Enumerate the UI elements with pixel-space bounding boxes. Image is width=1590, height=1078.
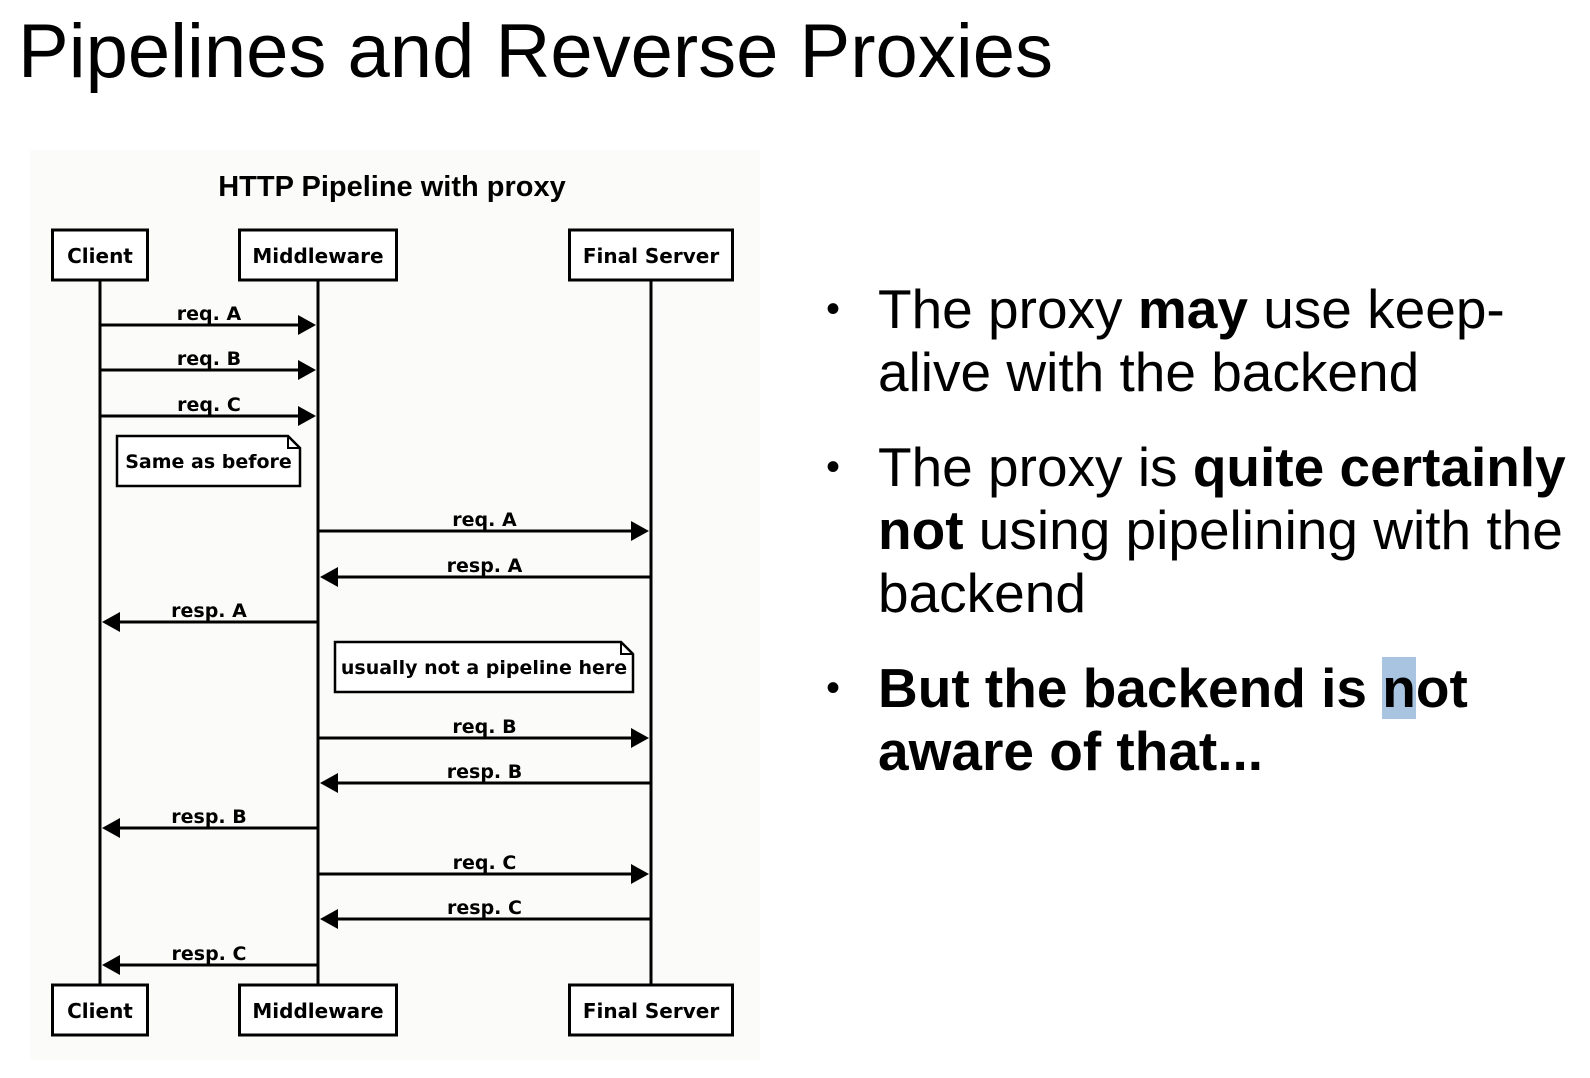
message-label: resp. A — [446, 555, 523, 577]
bullet-text-part: may — [1137, 278, 1248, 340]
arrow-head-icon — [298, 360, 316, 380]
bullet-dot-icon: • — [825, 445, 840, 489]
bullet-item — [818, 436, 1578, 625]
note-text: Same as before — [125, 451, 292, 473]
bullet-dot-icon: • — [825, 666, 840, 710]
arrow-head-icon — [102, 612, 120, 632]
sequence-diagram-svg — [30, 150, 760, 1060]
arrow-head-icon — [631, 521, 649, 541]
bullet-text-part: The proxy is — [878, 436, 1193, 498]
message-label: resp. C — [171, 943, 247, 965]
bullet-text-part: ot aware of that... — [878, 657, 1468, 782]
note-text: usually not a pipeline here — [340, 657, 628, 679]
participant-label-client-bottom: Client — [67, 999, 133, 1023]
message-label: req. C — [452, 852, 517, 874]
arrow-head-icon — [631, 864, 649, 884]
message-label: resp. A — [171, 600, 247, 622]
participant-label-server-bottom: Final Server — [582, 999, 720, 1023]
arrow-head-icon — [320, 567, 338, 587]
bullet-text-part: using pipelining with the backend — [878, 499, 1563, 624]
bullet-text-part: The proxy — [878, 278, 1138, 340]
bullet-list — [818, 278, 1578, 815]
slide-title: Pipelines and Reverse Proxies — [18, 9, 1053, 94]
message-label: req. A — [176, 303, 242, 325]
participant-label-middleware-top: Middleware — [252, 244, 384, 268]
arrow-head-icon — [298, 406, 316, 426]
arrow-head-icon — [320, 909, 338, 929]
participant-label-client-top: Client — [67, 244, 133, 268]
bullet-text-part: But the backend is — [878, 657, 1383, 719]
bullet-dot-icon: • — [825, 287, 840, 331]
bullet-item — [818, 278, 1578, 404]
bullet-text-part: use keep-alive with the backend — [878, 278, 1505, 403]
sequence-diagram — [30, 150, 760, 1060]
arrow-head-icon — [102, 818, 120, 838]
arrow-head-icon — [298, 315, 316, 335]
message-label: resp. B — [446, 761, 523, 783]
arrow-head-icon — [631, 728, 649, 748]
diagram-title: HTTP Pipeline with proxy — [218, 171, 566, 203]
message-label: resp. B — [171, 806, 247, 828]
bullet-text-part: n — [1382, 657, 1416, 719]
bullet-text-part: quite certainly not — [878, 436, 1566, 561]
arrow-head-icon — [102, 955, 120, 975]
arrow-head-icon — [320, 773, 338, 793]
message-label: req. B — [452, 716, 517, 738]
message-label: req. B — [176, 348, 242, 370]
message-label: resp. C — [447, 897, 522, 919]
participant-label-middleware-bottom: Middleware — [252, 999, 384, 1023]
participant-label-server-top: Final Server — [582, 244, 720, 268]
message-label: req. C — [177, 394, 241, 416]
bullet-item — [818, 657, 1578, 783]
message-label: req. A — [452, 509, 517, 531]
